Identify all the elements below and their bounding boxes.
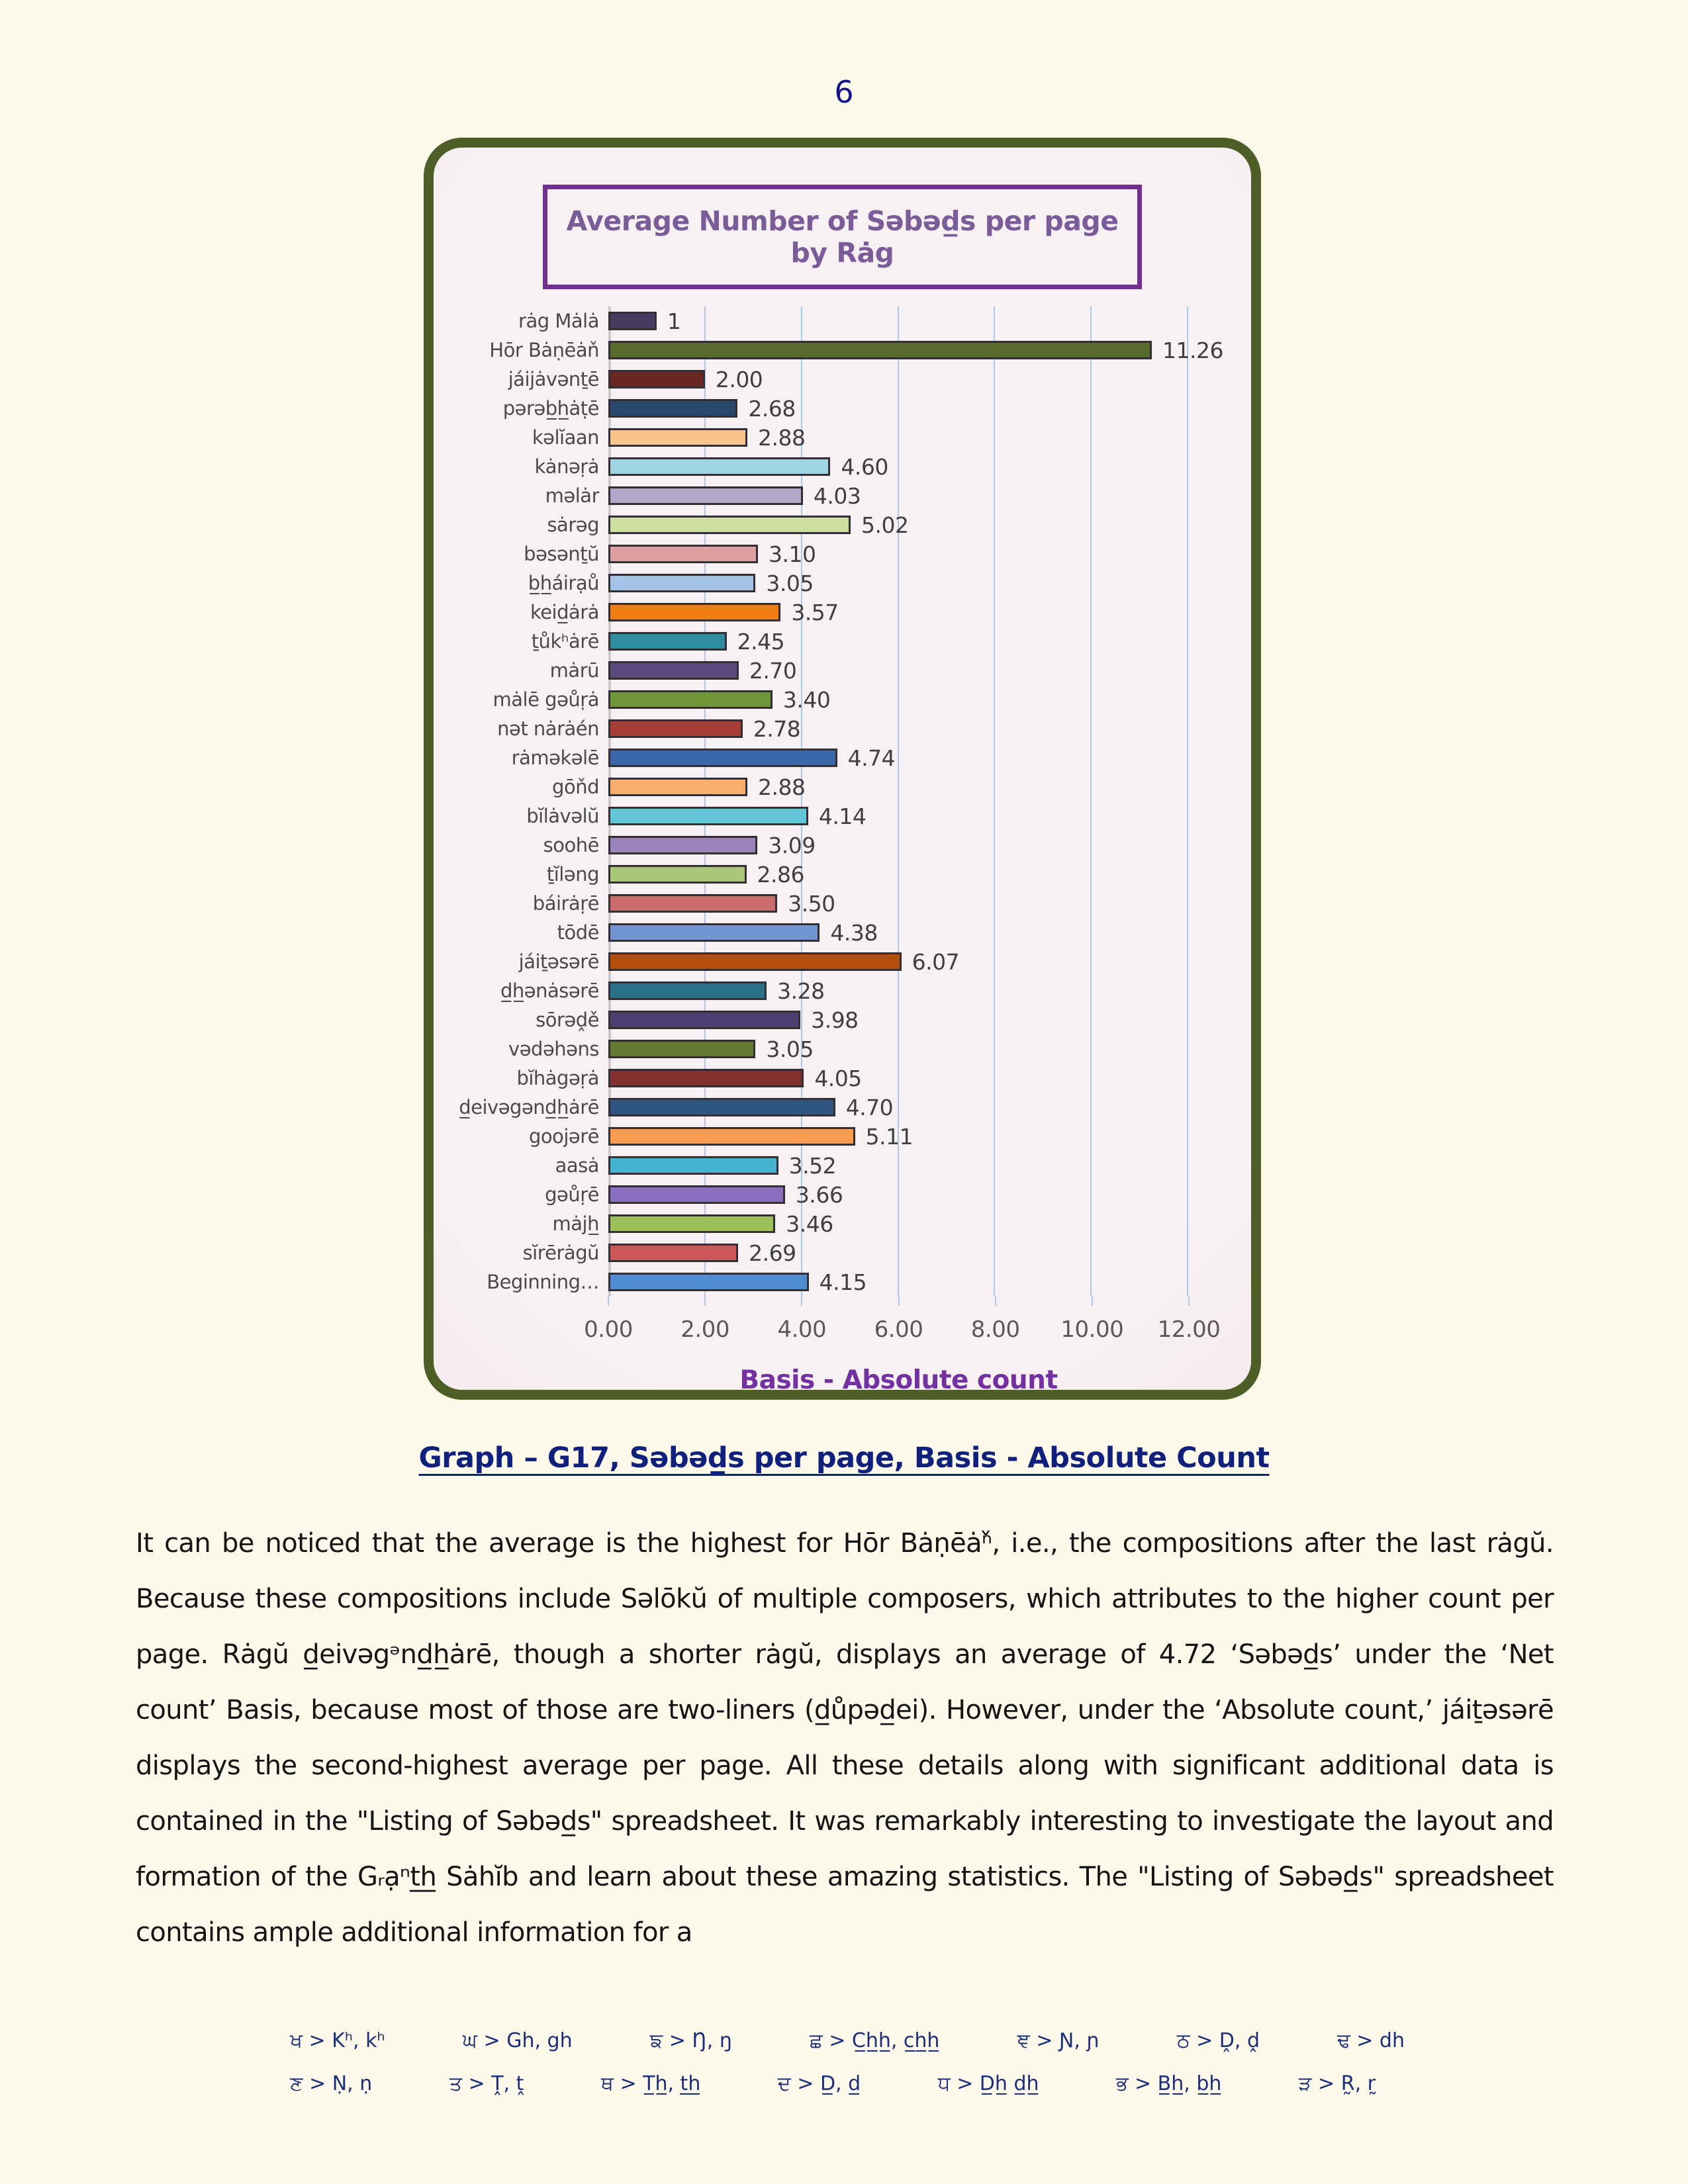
bar-label: gəůṛē xyxy=(545,1183,599,1206)
axis-tick xyxy=(1092,1297,1093,1306)
bar xyxy=(608,1040,755,1058)
bar-track xyxy=(608,541,1188,567)
bar-track xyxy=(608,1152,1188,1179)
bar-label: Beginning… xyxy=(487,1271,599,1293)
bar-row xyxy=(442,569,1188,598)
bar-value-label: 2.78 xyxy=(753,715,801,742)
bar xyxy=(608,719,743,738)
bar-track xyxy=(608,832,1188,858)
bar-track xyxy=(608,628,1188,655)
bar-label: jáiṯəsərē xyxy=(518,950,599,973)
legend-row xyxy=(290,2072,1376,2095)
bar-track xyxy=(608,337,1224,363)
bar-track xyxy=(608,1036,1188,1062)
bar-row xyxy=(442,1267,1188,1297)
bar-track xyxy=(608,803,1188,829)
bar-label: mȧrū xyxy=(549,659,599,682)
chart-title-box xyxy=(543,185,1142,289)
bar-label: sȧrəg xyxy=(547,514,599,536)
bar-value-label: 4.74 xyxy=(847,745,896,771)
bar-track xyxy=(608,482,1188,509)
axis-tick xyxy=(898,1297,900,1306)
x-axis-ticks xyxy=(608,1297,1189,1307)
bar-row xyxy=(442,423,1188,452)
bar-track xyxy=(608,570,1188,596)
bar-track xyxy=(608,861,1188,887)
bar xyxy=(608,545,758,563)
bar-value-label: 2.70 xyxy=(749,657,797,684)
bar-track xyxy=(608,1007,1188,1033)
bar-label: d̲h̲ənȧsərē xyxy=(500,979,599,1002)
legend-item: ਦ > D̲, d̲ xyxy=(777,2072,861,2095)
legend-item: ਧ > D̲h̲ d̲h̲ xyxy=(937,2072,1039,2095)
bar-label: rȧməkəlē xyxy=(511,747,599,769)
bar-label: bĭhȧgəṛȧ xyxy=(516,1067,599,1089)
bar-value-label: 4.05 xyxy=(814,1065,862,1091)
bar-row xyxy=(442,394,1188,423)
bar-row xyxy=(442,598,1188,627)
bar xyxy=(608,690,773,709)
bar-value-label: 3.05 xyxy=(766,570,814,596)
bar-track xyxy=(608,715,1188,742)
bar-label: aasȧ xyxy=(555,1154,599,1177)
bar-label: bəsənṯŭ xyxy=(524,543,599,565)
bar-label: kəlĭaan xyxy=(532,426,599,449)
bar-label: d̲eivəgənd̲h̲ȧrē xyxy=(459,1096,599,1118)
bar-row xyxy=(442,918,1188,947)
bar-value-label: 2.86 xyxy=(757,861,805,887)
x-axis-tick-label: 12.00 xyxy=(1157,1316,1221,1343)
bar-label: ṯĭləng xyxy=(546,863,599,886)
bar xyxy=(608,865,747,884)
bar-value-label: 4.03 xyxy=(813,482,861,509)
bar xyxy=(608,836,757,854)
bar-track xyxy=(608,1240,1188,1266)
bar-track xyxy=(608,512,1188,538)
bar-value-label: 2.69 xyxy=(749,1240,796,1266)
bar xyxy=(608,778,747,796)
x-axis-tick-label: 10.00 xyxy=(1060,1316,1124,1343)
bar-row xyxy=(442,947,1188,976)
bar-value-label: 3.98 xyxy=(811,1007,859,1033)
bar-row xyxy=(442,1005,1188,1034)
bar-label: gōňd xyxy=(552,776,599,798)
bar-value-label: 11.26 xyxy=(1162,337,1224,363)
chart-title: Average Number of Səbəd̲s per page by Rȧg xyxy=(566,205,1119,269)
bar-track xyxy=(608,308,1188,334)
bar-chart xyxy=(442,306,1224,1297)
bar-label: rȧg Mȧlȧ xyxy=(518,310,599,332)
bar-label: báirȧṛē xyxy=(532,892,599,915)
bar-row xyxy=(442,627,1188,656)
legend-item: ਞ > Ɲ, ɲ xyxy=(1017,2029,1100,2052)
legend-item: ਥ > T̲h̲, t̲h̲ xyxy=(600,2072,701,2095)
bar-track xyxy=(608,1181,1188,1208)
x-axis-tick-label: 2.00 xyxy=(680,1316,730,1343)
bar-track xyxy=(608,890,1188,917)
bar-track xyxy=(608,948,1188,975)
bar-row xyxy=(442,976,1188,1005)
bar xyxy=(608,894,777,913)
bar-value-label: 5.11 xyxy=(865,1123,914,1150)
body-paragraph: It can be noticed that the average is the highest for Hōr Bȧṇēȧⁿ̌, i.e., the compositions after the last rȧgŭ. Because these compositions include Səlōkŭ of multiple composers, which attributes to the higher count per page. Rȧgŭ d̲eivəgᵊnd̲h̲ȧrē, though a shorter rȧgŭ, displays an average of 4.72 ‘Səbəd̲s’ under the ‘Net count’ Basis, because most of those are two-liners (d̲ůpəd̲ei). However, under the ‘Absolute count,’ jáiṯəsərē displays the second-highest average per page. All these details along with significant additional data is contained in the "Listing of Səbəd̲s" spreadsheet. It was remarkably interesting to investigate the layout and formation of the Gᵣạⁿt̲h̲ Sȧhĭb and learn about these amazing statistics. The "Listing of Səbəd̲s" spreadsheet contains ample additional information for a xyxy=(136,1528,1554,1948)
legend-item: ਘ > Gh, gh xyxy=(462,2029,573,2052)
bar-label: mȧlē gəůṛȧ xyxy=(492,688,599,711)
bar-label: vədəhəns xyxy=(508,1038,599,1060)
bar-value-label: 4.14 xyxy=(818,803,867,829)
legend-item: ਤ > Ṱ, ṱ xyxy=(449,2072,524,2095)
bar-value-label: 2.68 xyxy=(748,395,796,422)
x-axis-tick-label: 6.00 xyxy=(874,1316,923,1343)
axis-tick xyxy=(1188,1297,1190,1306)
bar xyxy=(608,399,737,418)
bar-label: tōdē xyxy=(557,921,599,944)
bar-value-label: 6.07 xyxy=(912,948,960,975)
bar-row xyxy=(442,365,1188,394)
bar-track xyxy=(608,1269,1188,1295)
bar-value-label: 3.09 xyxy=(768,832,816,858)
bar xyxy=(608,370,705,388)
bar-value-label: 2.88 xyxy=(758,424,806,451)
legend-item: ਣ > Ṇ, ṇ xyxy=(290,2072,373,2095)
bar-row xyxy=(442,510,1188,539)
bar-row xyxy=(442,801,1188,831)
bar-value-label: 5.02 xyxy=(861,512,909,538)
bar-track xyxy=(608,1065,1188,1091)
bar-row xyxy=(442,452,1188,481)
bar xyxy=(608,1185,785,1204)
bar-row xyxy=(442,1209,1188,1238)
bar-row xyxy=(442,1180,1188,1209)
bar xyxy=(608,923,820,942)
bar-track xyxy=(608,657,1188,684)
bar xyxy=(608,807,808,825)
bar-label: məlȧr xyxy=(545,484,599,507)
bar-row xyxy=(442,336,1224,365)
axis-tick xyxy=(801,1297,802,1306)
bar xyxy=(608,1156,778,1175)
bar xyxy=(608,1273,809,1291)
bar-row xyxy=(442,860,1188,889)
bar-value-label: 3.05 xyxy=(766,1036,814,1062)
bar-track xyxy=(608,919,1188,946)
bar-value-label: 4.60 xyxy=(841,453,888,480)
bar xyxy=(608,516,851,534)
legend-item: ਙ > Ŋ, ŋ xyxy=(649,2029,732,2052)
bar-label: b̲h̲áirạů xyxy=(528,572,599,594)
bar-value-label: 4.70 xyxy=(845,1094,894,1120)
page-number: 6 xyxy=(834,74,854,110)
bar-value-label: 3.66 xyxy=(795,1181,843,1208)
bar-label: keid̲ȧrȧ xyxy=(530,601,599,623)
bar-label: pərəb̲h̲ȧṭē xyxy=(502,397,599,420)
bar-row xyxy=(442,1238,1188,1267)
bar-row xyxy=(442,306,1188,336)
bar-rows xyxy=(442,306,1224,1297)
bar-row xyxy=(442,1064,1188,1093)
legend-item: ਛ > C̲h̲h̲, c̲h̲h̲ xyxy=(809,2029,940,2052)
bar-row xyxy=(442,1034,1188,1064)
bar-row xyxy=(442,743,1188,772)
legend-item: ਭ > B̲h̲, b̲h̲ xyxy=(1116,2072,1222,2095)
legend-row xyxy=(290,2029,1405,2052)
bar-value-label: 3.10 xyxy=(769,541,816,567)
bar-label: nət nȧrȧén xyxy=(497,717,599,740)
bar-track xyxy=(608,745,1188,771)
bar-row xyxy=(442,1151,1188,1180)
axis-tick xyxy=(995,1297,996,1306)
bar-label: goojərē xyxy=(528,1125,599,1148)
bar-track xyxy=(608,599,1188,625)
bar xyxy=(608,1214,775,1233)
axis-tick xyxy=(608,1297,609,1306)
bar xyxy=(608,1098,835,1116)
x-axis-tick-label: 4.00 xyxy=(777,1316,827,1343)
legend-item: ੜ > R̰, r̰ xyxy=(1298,2072,1376,2095)
bar-value-label: 3.57 xyxy=(791,599,839,625)
bar-value-label: 3.28 xyxy=(777,978,825,1004)
bar xyxy=(608,574,755,592)
x-axis-tick-labels xyxy=(584,1316,1221,1348)
bar-row xyxy=(442,1122,1188,1151)
bar xyxy=(608,952,902,971)
bar-track xyxy=(608,453,1188,480)
chart-panel xyxy=(424,138,1261,1400)
bar-track xyxy=(608,978,1188,1004)
bar-label: mȧjh̲ xyxy=(552,1212,599,1235)
bar-label: jáijȧvənṯē xyxy=(508,368,599,390)
bar-row xyxy=(442,772,1188,801)
bar xyxy=(608,1069,804,1087)
bar-track xyxy=(608,424,1188,451)
bar-row xyxy=(442,831,1188,860)
axis-tick xyxy=(704,1297,706,1306)
bar-label: bĭlȧvəlŭ xyxy=(526,805,599,827)
bar-value-label: 3.50 xyxy=(788,890,835,917)
bar xyxy=(608,312,657,330)
bar-row xyxy=(442,685,1188,714)
bar-track xyxy=(608,774,1188,800)
bar-label: Hōr Bȧṇēȧň xyxy=(489,339,599,361)
bar-label: sōrəḓě xyxy=(536,1009,599,1031)
bar-value-label: 4.15 xyxy=(819,1269,867,1295)
bar-row xyxy=(442,889,1188,918)
bar xyxy=(608,1011,800,1029)
bar xyxy=(608,1244,738,1262)
bar-value-label: 4.38 xyxy=(830,919,878,946)
x-axis-tick-label: 0.00 xyxy=(584,1316,633,1343)
legend-item: ਠ > Ḓ, ḓ xyxy=(1176,2029,1260,2052)
bar-value-label: 3.40 xyxy=(782,686,831,713)
bar-label: soohē xyxy=(543,834,599,856)
bar xyxy=(608,1127,855,1146)
legend-item: ਢ > dh xyxy=(1337,2029,1405,2052)
bar-value-label: 3.46 xyxy=(786,1210,833,1237)
bar-value-label: 2.45 xyxy=(737,628,785,655)
bar-row xyxy=(442,481,1188,510)
bar-value-label: 1 xyxy=(667,308,681,334)
bar-value-label: 2.88 xyxy=(758,774,806,800)
bar xyxy=(608,457,830,476)
legend-item: ਖ > Kʰ, kʰ xyxy=(290,2029,385,2052)
bar-track xyxy=(608,395,1188,422)
bar xyxy=(608,632,727,651)
bar-row xyxy=(442,714,1188,743)
bar xyxy=(608,341,1152,359)
bar-value-label: 2.00 xyxy=(715,366,763,392)
bar xyxy=(608,428,747,447)
chart-caption: Graph – G17, Səbəd̲s per page, Basis - Absolute Count xyxy=(418,1441,1270,1475)
bar xyxy=(608,603,780,621)
bar-track xyxy=(608,686,1188,713)
bar-track xyxy=(608,1094,1188,1120)
bar-track xyxy=(608,1210,1188,1237)
transliteration-legend xyxy=(290,2029,1405,2095)
bar-track xyxy=(608,366,1188,392)
bar-value-label: 3.52 xyxy=(788,1152,837,1179)
bar-track xyxy=(608,1123,1188,1150)
x-axis-tick-label: 8.00 xyxy=(970,1316,1020,1343)
bar xyxy=(608,661,739,680)
bar xyxy=(608,981,767,1000)
bar-row xyxy=(442,1093,1188,1122)
bar xyxy=(608,486,803,505)
bar-label: sĭrērȧgŭ xyxy=(522,1242,599,1264)
bar-row xyxy=(442,656,1188,685)
x-axis-title: Basis - Absolute count xyxy=(739,1365,1058,1395)
bar xyxy=(608,749,837,767)
bar-label: kȧnəṛȧ xyxy=(534,455,599,478)
bar-label: ṯůkʰȧrē xyxy=(531,630,599,653)
bar-row xyxy=(442,539,1188,569)
